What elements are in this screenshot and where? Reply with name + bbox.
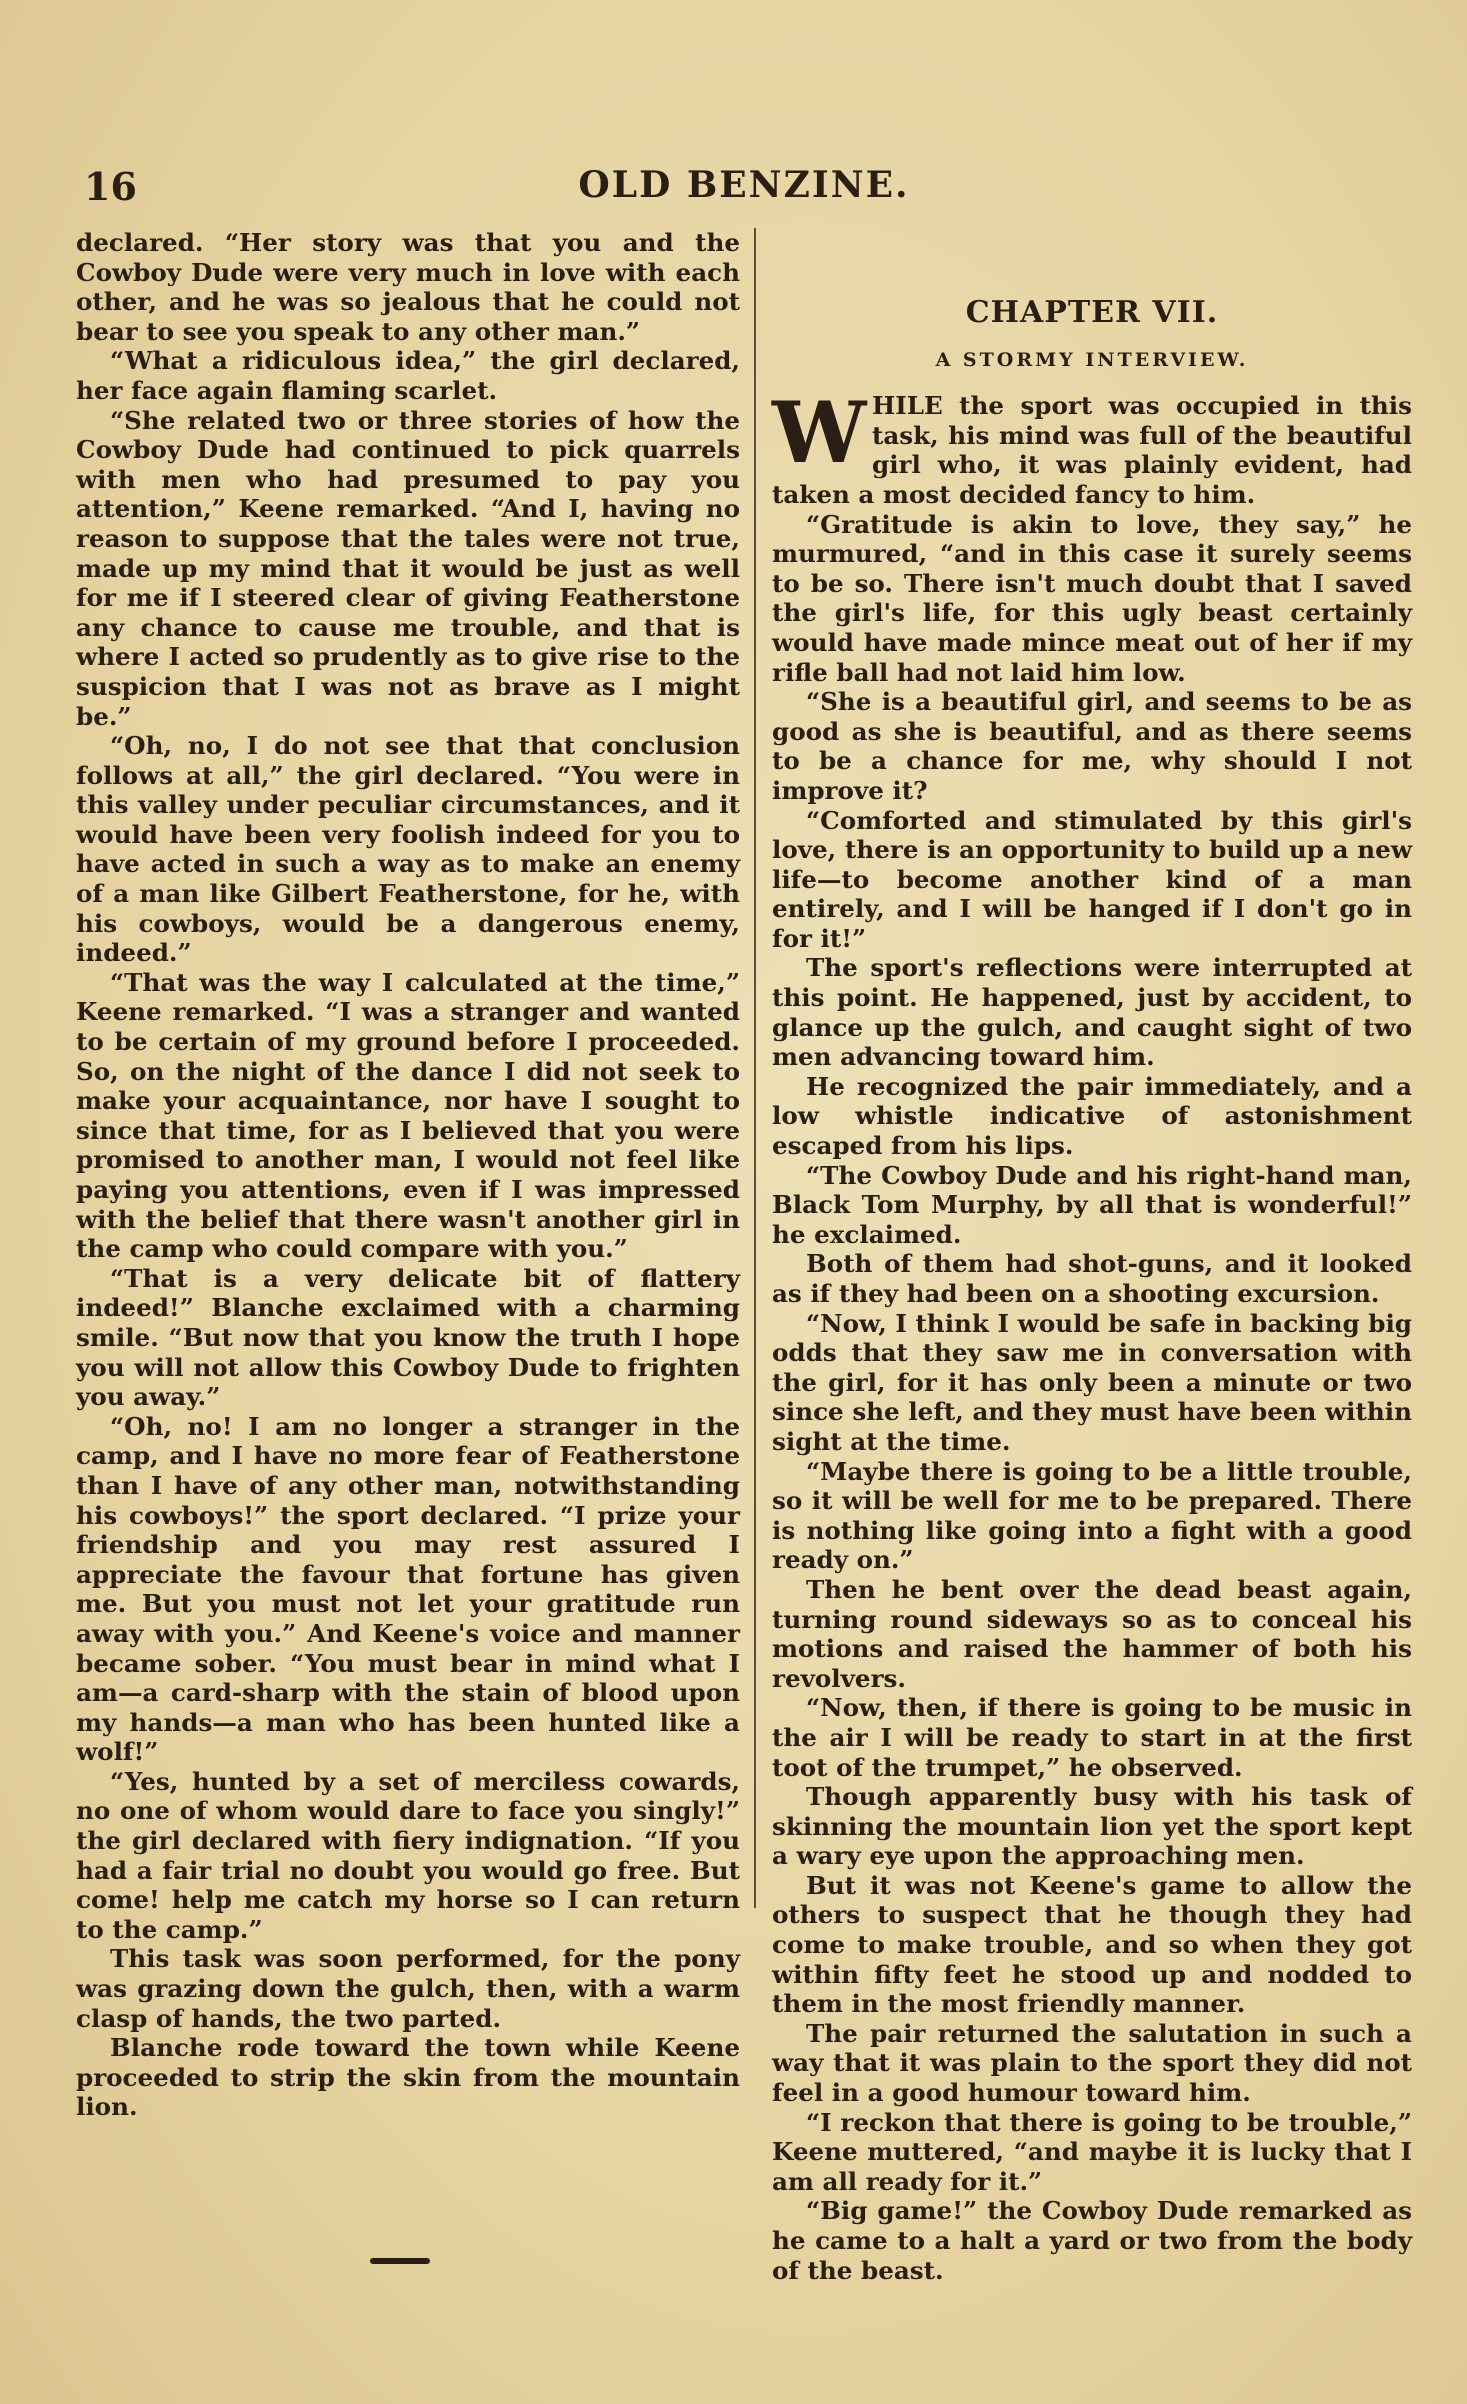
paragraph: “Now, I think I would be safe in backing big odds that they saw me in conversation with the girl, for it has only been a minute or two since she left, and they must have been within sight at the time.	[772, 1308, 1412, 1456]
paragraph: “Gratitude is akin to love, they say,” he murmured, “and in this case it surely seems to be so. There isn't much doubt that I saved the girl's life, for this ugly beast certainly would have made mince meat out of her if my rifle ball had not laid him low.	[772, 509, 1412, 687]
paragraph: “She is a beautiful girl, and seems to be as good as she is beautiful, and as there seems to be a chance for me, why should I not improve it?	[772, 687, 1412, 805]
section-end-ornament	[370, 2258, 430, 2264]
paragraph: Both of them had shot-guns, and it looked as if they had been on a shooting excursion.	[772, 1249, 1412, 1308]
paragraph: “Maybe there is going to be a little trouble, so it will be well for me to be prepared. There is nothing like going into a fight with a good ready on.”	[772, 1456, 1412, 1575]
page-header	[84, 160, 1404, 220]
paragraph: “That was the way I calculated at the time,” Keene remarked. “I was a stranger and wanted to be certain of my ground before I proceeded. So, on the night of the dance I did not seek to make your acquaintance, nor have I sought to since that time, for as I believed that you were promised to another man, I would not feel like paying you attentions, even if I was impressed with the belief that there wasn't another girl in the camp who could compare with you.”	[76, 967, 740, 1264]
left-column	[76, 228, 740, 2122]
paragraph: “Comforted and stimulated by this girl's love, there is an opportunity to build up a new life—to become another kind of a man entirely, and I will be hanged if I don't go in for it!”	[772, 805, 1412, 953]
paragraph: “The Cowboy Dude and his right-hand man, Black Tom Murphy, by all that is wonderful!” he exclaimed.	[772, 1160, 1412, 1249]
drop-cap-letter: W	[772, 383, 867, 483]
chapter-subtitle: A STORMY INTERVIEW.	[935, 348, 1249, 371]
paragraph: “That is a very delicate bit of flattery indeed!” Blanche exclaimed with a charming smile. “But now that you know the truth I hope you will not allow this Cowboy Dude to frighten you away.”	[76, 1263, 740, 1412]
chapter-opening-paragraph	[772, 383, 1412, 509]
running-title: OLD BENZINE.	[578, 164, 910, 206]
paragraph: He recognized the pair immediately, and a low whistle indicative of astonishment escaped from his lips.	[772, 1071, 1412, 1161]
paragraph: But it was not Keene's game to allow the others to suspect that he though they had come to make trouble, and so when they got within fifty feet he stood up and nodded to them in the most friendly manner.	[772, 1870, 1412, 2019]
paragraph: declared. “Her story was that you and the Cowboy Dude were very much in love with each other, and he was so jealous that he could not bear to see you speak to any other man.”	[76, 228, 740, 346]
paragraph: “Oh, no, I do not see that that conclusion follows at all,” the girl declared. “You were in this valley under peculiar circumstances, and it would have been very foolish indeed for you to have acted in such a way as to make an enemy of a man like Gilbert Featherstone, for he, with his cowboys, would be a dangerous enemy, indeed.”	[76, 731, 740, 968]
paragraph: The pair returned the salutation in such a way that it was plain to the sport they did not feel in a good humour toward him.	[772, 2018, 1412, 2108]
paragraph: “Now, then, if there is going to be music in the air I will be ready to start in at the first toot of the trumpet,” he observed.	[772, 1693, 1412, 1782]
paragraph: Then he bent over the dead beast again, turning round sideways so as to conceal his motions and raised the hammer of both his revolvers.	[772, 1574, 1412, 1693]
paragraph: “Big game!” the Cowboy Dude remarked as he came to a halt a yard or two from the body of the beast.	[772, 2196, 1412, 2285]
paragraph: “Yes, hunted by a set of merciless cowards, no one of whom would dare to face you singly!” the girl declared with fiery indignation. “If you had a fair trial no doubt you would go free. But come! help me catch my horse so I can return to the camp.”	[76, 1766, 740, 1944]
chapter-heading: CHAPTER VII.	[965, 295, 1219, 330]
paragraph: Blanche rode toward the town while Keene proceeded to strip the skin from the mountain lion.	[76, 2033, 740, 2122]
paragraph: “What a ridiculous idea,” the girl declared, her face again flaming scarlet.	[76, 346, 740, 405]
paragraph: “Oh, no! I am no longer a stranger in the camp, and I have no more fear of Featherstone than I have of any other man, notwithstanding his cowboys!” the sport declared. “I prize your friendship and you may rest assured I appreciate the favour that fortune has given me. But you must not let your gratitude run away with you.” And Keene's voice and manner became sober. “You must bear in mind what I am—a card-sharp with the stain of blood upon my hands—a man who has been hunted like a wolf!”	[76, 1411, 740, 1767]
page-number: 16	[84, 164, 137, 209]
paragraph: “I reckon that there is going to be trouble,” Keene muttered, “and maybe it is lucky that I am all ready for it.”	[772, 2107, 1412, 2196]
column-rule	[754, 228, 756, 1908]
paragraph: The sport's reflections were interrupted at this point. He happened, just by accident, to glance up the gulch, and caught sight of two men advancing toward him.	[772, 953, 1412, 1072]
opening-text: HILE the sport was occupied in this task, his mind was full of the beautiful girl who, it was plainly evident, had taken a most decided fancy to him.	[772, 391, 1412, 509]
paragraph: This task was soon performed, for the pony was grazing down the gulch, then, with a warm clasp of hands, the two parted.	[76, 1944, 740, 2033]
paragraph: Though apparently busy with his task of skinning the mountain lion yet the sport kept a wary eye upon the approaching men.	[772, 1782, 1412, 1871]
paragraph: “She related two or three stories of how the Cowboy Dude had continued to pick quarrels with men who had presumed to pay you attention,” Keene remarked. “And I, having no reason to suppose that the tales were not true, made up my mind that it would be just as well for me if I steered clear of giving Featherstone any chance to cause me trouble, and that is where I acted so prudently as to give rise to the suspicion that I was not as brave as I might be.”	[76, 405, 740, 731]
drop-cap	[772, 383, 867, 483]
right-column	[772, 228, 1412, 2285]
